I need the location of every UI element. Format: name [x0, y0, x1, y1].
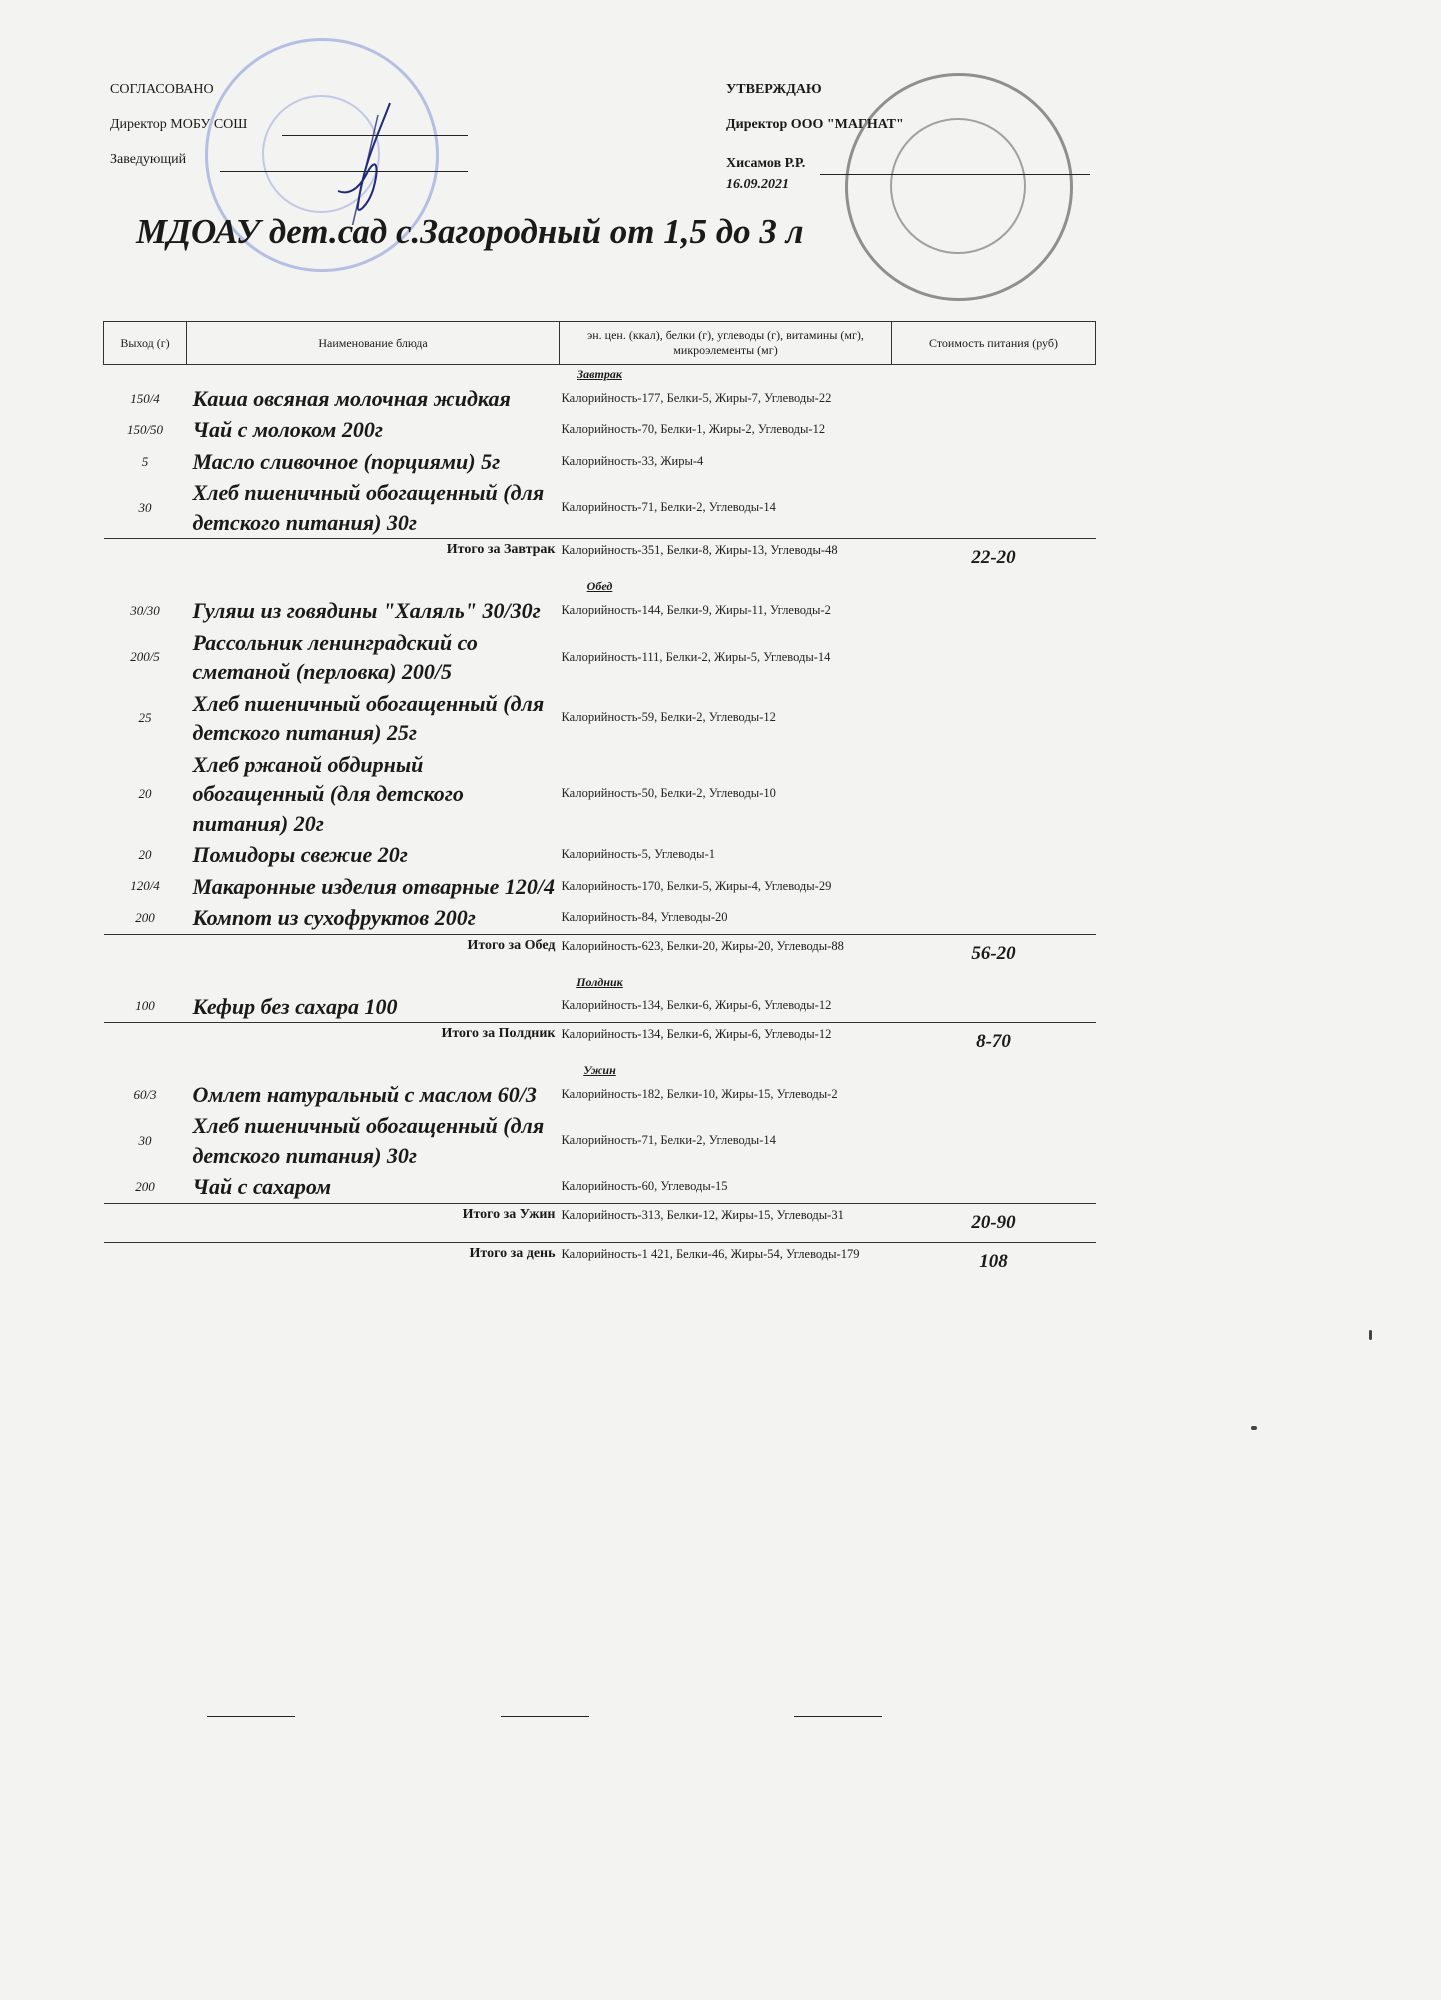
- meal-total-label: Итого за Обед: [104, 934, 560, 973]
- meal-heading: Ужин: [583, 1062, 616, 1077]
- signature-line-2: [501, 1716, 589, 1717]
- signature-line-3: [794, 1716, 882, 1717]
- approver-signature-line: [820, 174, 1090, 175]
- dish-nutrition: Калорийность-50, Белки-2, Углеводы-10: [561, 786, 776, 801]
- day-total-price: 108: [892, 1242, 1096, 1281]
- page-title: МДОАУ дет.сад с.Загородный от 1,5 до 3 л: [136, 212, 804, 251]
- dish-row: [104, 749, 1096, 839]
- dish-name: Омлет натуральный с маслом 60/3: [192, 1081, 537, 1107]
- dish-nutrition: Калорийность-177, Белки-5, Жиры-7, Углеводы-22: [561, 390, 832, 405]
- meal-total-price: 22-20: [892, 539, 1096, 578]
- col-output: Выход (г): [104, 322, 187, 365]
- dish-output: 200: [135, 909, 155, 925]
- director-company-line: Директор ООО "МАГНАТ": [726, 117, 904, 132]
- head-line: Заведующий: [110, 152, 187, 167]
- head-signature-line: [220, 171, 468, 172]
- dish-output: 120/4: [130, 878, 160, 894]
- dish-output: 200: [135, 1179, 155, 1195]
- meal-heading-row: [104, 365, 1096, 384]
- dish-price: [892, 902, 1096, 934]
- day-total-nutrition: Калорийность-1 421, Белки-46, Жиры-54, Углеводы-179: [560, 1242, 892, 1281]
- meal-total-label: Итого за Ужин: [104, 1203, 560, 1242]
- dish-row: [104, 595, 1096, 626]
- meal-heading: Полдник: [576, 974, 623, 989]
- dish-price: [892, 749, 1096, 839]
- menu-table: [103, 321, 1096, 1281]
- company-seal-inner: [890, 118, 1026, 254]
- dish-price: [892, 1110, 1096, 1171]
- director-signature-line: [282, 135, 468, 136]
- dish-nutrition: Калорийность-60, Углеводы-15: [561, 1179, 728, 1194]
- dish-name: Каша овсяная молочная жидкая: [192, 386, 511, 411]
- meal-total-price: 20-90: [892, 1203, 1096, 1242]
- dish-row: [104, 991, 1096, 1023]
- dish-row: [104, 414, 1096, 445]
- dish-nutrition: Калорийность-5, Углеводы-1: [561, 847, 715, 862]
- dish-nutrition: Калорийность-182, Белки-10, Жиры-15, Углеводы-2: [561, 1086, 838, 1101]
- dish-name: Масло сливочное (порциями) 5г: [192, 448, 501, 474]
- meal-total-nutrition: Калорийность-134, Белки-6, Жиры-6, Углеводы-12: [560, 1022, 892, 1061]
- meal-total-price: 56-20: [892, 934, 1096, 973]
- dish-nutrition: Калорийность-71, Белки-2, Углеводы-14: [561, 1133, 776, 1148]
- dish-row: [104, 1079, 1096, 1110]
- meal-total-price: 8-70: [892, 1022, 1096, 1061]
- meal-heading-cell: [104, 365, 1096, 384]
- dish-price: [892, 414, 1096, 445]
- dish-price: [892, 477, 1096, 538]
- dish-row: [104, 477, 1096, 538]
- day-total-row: [104, 1242, 1096, 1281]
- meal-total-nutrition: Калорийность-313, Белки-12, Жиры-15, Углеводы-31: [560, 1203, 892, 1242]
- meal-total-label: Итого за Полдник: [104, 1022, 560, 1061]
- menu-body: [104, 365, 1096, 1281]
- dish-output: 5: [141, 453, 149, 469]
- meal-total-label: Итого за Завтрак: [104, 539, 560, 578]
- meal-total-row: [104, 539, 1096, 578]
- dish-price: [892, 839, 1096, 870]
- agreed-label: СОГЛАСОВАНО: [110, 82, 214, 97]
- table-header-row: [104, 322, 1096, 365]
- approval-date: 16.09.2021: [726, 177, 789, 192]
- dish-row: [104, 446, 1096, 477]
- dish-name: Чай с сахаром: [192, 1174, 332, 1200]
- dish-output: 60/3: [133, 1086, 157, 1102]
- scan-speck: [1369, 1330, 1372, 1340]
- signature-line-1: [207, 1716, 295, 1717]
- dish-price: [892, 446, 1096, 477]
- dish-price: [892, 627, 1096, 688]
- dish-nutrition: Калорийность-170, Белки-5, Жиры-4, Углеводы-29: [561, 878, 832, 893]
- dish-name: Хлеб ржаной обдирный обогащенный (для детского питания) 20г: [192, 751, 464, 836]
- meal-heading-cell: [104, 577, 1096, 595]
- dish-price: [892, 383, 1096, 414]
- dish-nutrition: Калорийность-59, Белки-2, Углеводы-12: [561, 710, 776, 725]
- dish-name: Чай с молоком 200г: [192, 417, 383, 443]
- approver-name: Хисамов Р.Р.: [726, 156, 806, 171]
- dish-output: 20: [138, 846, 152, 862]
- director-school-line: Директор МОБУ СОШ: [110, 117, 248, 132]
- dish-row: [104, 1110, 1096, 1171]
- dish-name: Макаронные изделия отварные 120/4: [192, 873, 555, 899]
- dish-nutrition: Калорийность-71, Белки-2, Углеводы-14: [561, 500, 776, 515]
- dish-nutrition: Калорийность-70, Белки-1, Жиры-2, Углеводы-12: [561, 422, 826, 437]
- dish-price: [892, 688, 1096, 749]
- dish-row: [104, 902, 1096, 934]
- dish-row: [104, 839, 1096, 870]
- dish-row: [104, 871, 1096, 902]
- dish-nutrition: Калорийность-134, Белки-6, Жиры-6, Углеводы-12: [561, 998, 832, 1013]
- dish-row: [104, 1171, 1096, 1203]
- signature-scribble: [318, 95, 418, 225]
- dish-price: [892, 1171, 1096, 1203]
- dish-output: 30: [138, 1132, 152, 1148]
- meal-heading-row: [104, 577, 1096, 595]
- dish-price: [892, 871, 1096, 902]
- meal-total-row: [104, 934, 1096, 973]
- dish-output: 20: [138, 785, 152, 801]
- meal-total-nutrition: Калорийность-623, Белки-20, Жиры-20, Углеводы-88: [560, 934, 892, 973]
- dish-output: 25: [138, 710, 152, 726]
- dish-name: Кефир без сахара 100: [192, 993, 398, 1019]
- dish-nutrition: Калорийность-144, Белки-9, Жиры-11, Углеводы-2: [561, 603, 831, 618]
- dish-output: 200/5: [130, 649, 160, 665]
- col-dish-name: Наименование блюда: [187, 322, 560, 365]
- dish-nutrition: Калорийность-111, Белки-2, Жиры-5, Углеводы-14: [561, 649, 831, 664]
- dish-name: Хлеб пшеничный обогащенный (для детского питания) 30г: [192, 480, 545, 535]
- dish-output: 30: [138, 499, 152, 515]
- dish-name: Компот из сухофруктов 200г: [192, 905, 476, 931]
- dish-name: Хлеб пшеничный обогащенный (для детского питания) 30г: [192, 1113, 545, 1168]
- col-price: Стоимость питания (руб): [892, 322, 1096, 365]
- meal-total-row: [104, 1203, 1096, 1242]
- meal-heading-row: [104, 973, 1096, 991]
- dish-output: 150/4: [130, 390, 160, 406]
- approve-label: УТВЕРЖДАЮ: [726, 82, 822, 97]
- dish-row: [104, 688, 1096, 749]
- day-total-label: Итого за день: [104, 1242, 560, 1281]
- scan-speck: [1251, 1426, 1257, 1430]
- dish-name: Помидоры свежие 20г: [192, 842, 408, 868]
- meal-heading-cell: [104, 973, 1096, 991]
- dish-name: Гуляш из говядины "Халяль" 30/30г: [192, 598, 541, 624]
- dish-price: [892, 991, 1096, 1023]
- col-nutrition: эн. цен. (ккал), белки (г), углеводы (г), витамины (мг), микроэлементы (мг): [560, 322, 892, 365]
- meal-heading: Завтрак: [577, 367, 622, 381]
- meal-heading-row: [104, 1061, 1096, 1079]
- dish-name: Рассольник ленинградский со сметаной (перловка) 200/5: [192, 629, 478, 685]
- dish-price: [892, 1079, 1096, 1110]
- dish-price: [892, 595, 1096, 626]
- meal-total-nutrition: Калорийность-351, Белки-8, Жиры-13, Углеводы-48: [560, 539, 892, 578]
- dish-name: Хлеб пшеничный обогащенный (для детского питания) 25г: [192, 690, 545, 746]
- dish-nutrition: Калорийность-84, Углеводы-20: [561, 910, 728, 925]
- meal-heading: Обед: [586, 579, 613, 594]
- dish-row: [104, 627, 1096, 688]
- dish-nutrition: Калорийность-33, Жиры-4: [561, 453, 704, 468]
- dish-output: 30/30: [130, 603, 160, 619]
- dish-output: 100: [135, 998, 155, 1014]
- meal-total-row: [104, 1022, 1096, 1061]
- meal-heading-cell: [104, 1061, 1096, 1079]
- dish-output: 150/50: [126, 422, 164, 438]
- dish-row: [104, 383, 1096, 414]
